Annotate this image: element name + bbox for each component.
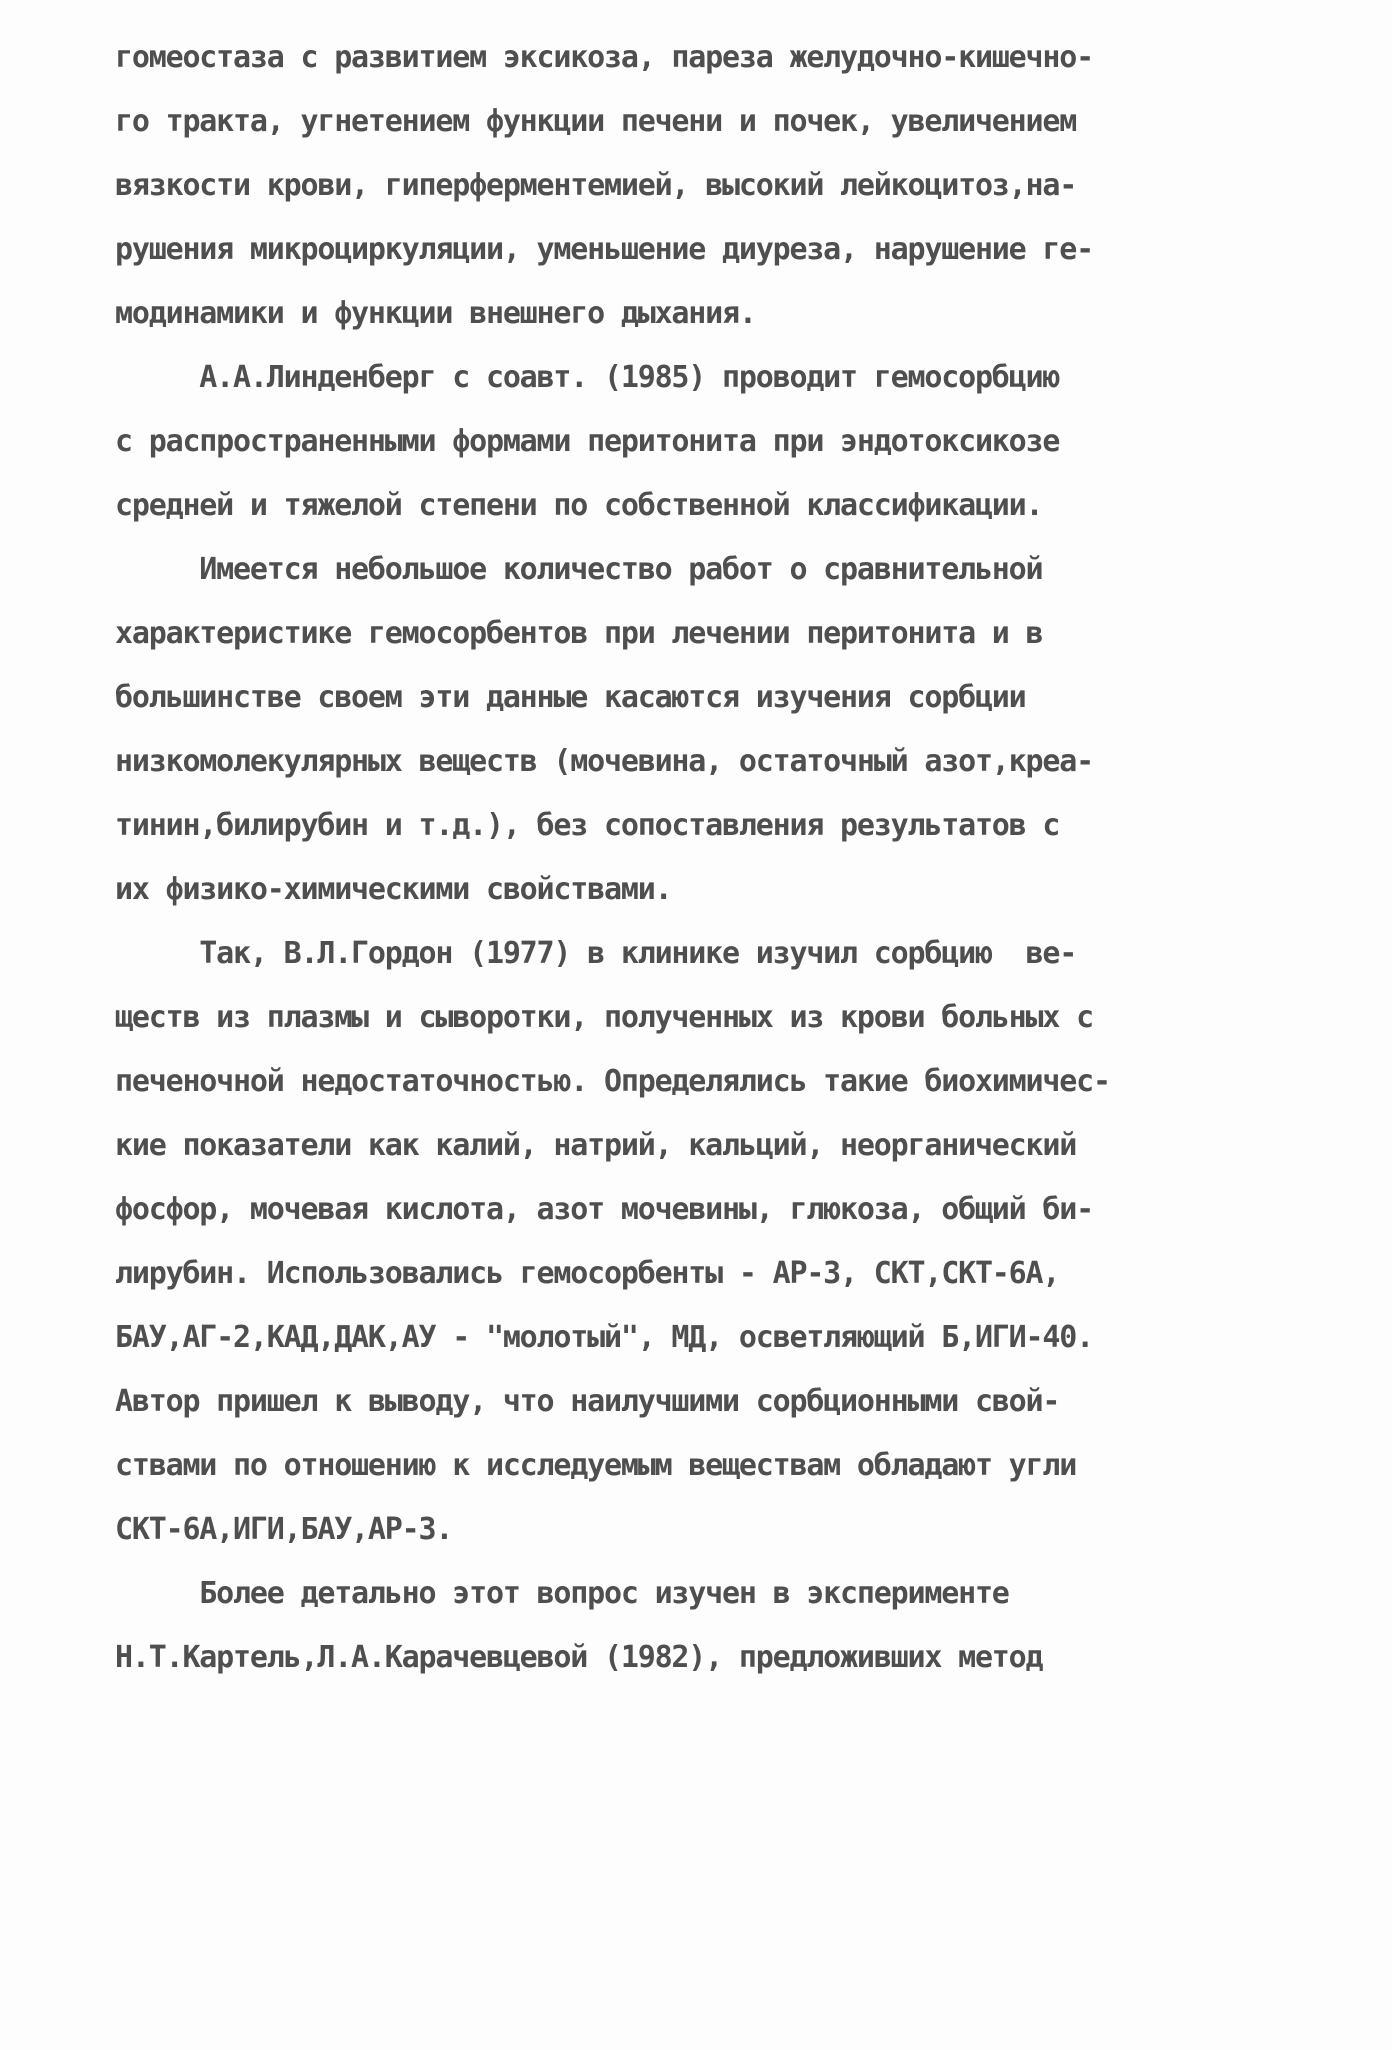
text-line: характеристике гемосорбентов при лечении перитонита и в (115, 616, 1043, 651)
text-line: фосфор, мочевая кислота, азот мочевины, глюкоза, общий би- (115, 1192, 1093, 1227)
text-line: печеночной недостаточностью. Определялись такие биохимичес- (115, 1064, 1110, 1099)
text-line: БАУ,АГ-2,КАД,ДАК,АУ - "молотый", МД, осветляющий Б,ИГИ-40. (115, 1320, 1093, 1355)
text-line: низкомолекулярных веществ (мочевина, остаточный азот,креа- (115, 744, 1093, 779)
text-line: лирубин. Использовались гемосорбенты - АР-3, СКТ,СКТ-6А, (115, 1256, 1060, 1291)
text-line: их физико-химическими свойствами. (115, 872, 672, 907)
body-text (115, 26, 1275, 1690)
text-line: с распространенными формами перитонита при эндотоксикозе (115, 424, 1060, 459)
text-line: ществ из плазмы и сыворотки, полученных из крови больных с (115, 1000, 1093, 1035)
text-line: го тракта, угнетением функции печени и почек, увеличением (115, 104, 1077, 139)
text-line: вязкости крови, гиперферментемией, высокий лейкоцитоз,на- (115, 168, 1077, 203)
text-line: Автор пришел к выводу, что наилучшими сорбционными свой- (115, 1384, 1060, 1419)
text-line: модинамики и функции внешнего дыхания. (115, 296, 756, 331)
text-line: рушения микроциркуляции, уменьшение диуреза, нарушение ге- (115, 232, 1093, 267)
text-line: тинин,билирубин и т.д.), без сопоставления результатов с (115, 808, 1060, 843)
text-line: большинстве своем эти данные касаются изучения сорбции (115, 680, 1026, 715)
text-line: гомеостаза с развитием эксикоза, пареза желудочно-кишечно- (115, 40, 1093, 75)
text-line: кие показатели как калий, натрий, кальций, неорганический (115, 1128, 1077, 1163)
text-line: ствами по отношению к исследуемым веществам обладают угли (115, 1448, 1077, 1483)
text-line: Так, В.Л.Гордон (1977) в клинике изучил сорбцию ве- (115, 936, 1077, 971)
text-line: средней и тяжелой степени по собственной классификации. (115, 488, 1043, 523)
text-line: Более детально этот вопрос изучен в эксперименте (115, 1576, 1009, 1611)
text-line: Имеется небольшое количество работ о сравнительной (115, 552, 1043, 587)
text-line: СКТ-6А,ИГИ,БАУ,АР-3. (115, 1512, 453, 1547)
text-line: А.А.Линденберг с соавт. (1985) проводит гемосорбцию (115, 360, 1060, 395)
text-line: Н.Т.Картель,Л.А.Карачевцевой (1982), предложивших метод (115, 1640, 1043, 1675)
